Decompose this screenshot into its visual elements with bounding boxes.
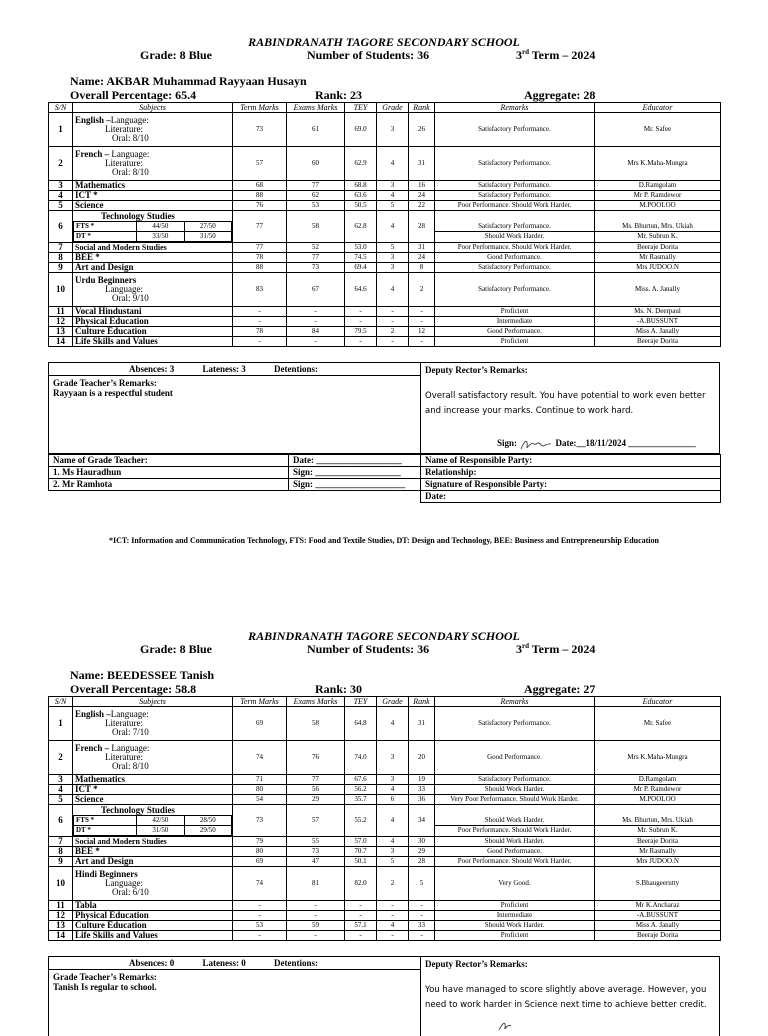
grade-teacher-1: 1. Ms Hauradhun bbox=[49, 467, 289, 479]
rank-label: Rank: 23 bbox=[315, 88, 363, 102]
aggregate-label: Aggregate: 27 bbox=[524, 682, 596, 696]
grade-label: Grade: 8 Blue bbox=[140, 48, 212, 62]
grade-teacher-2: 2. Mr Ramhota bbox=[49, 479, 289, 491]
table-row: 8 BEE * 80 73 70.7 3 29 Good Performance. Mr Rasmally bbox=[49, 847, 721, 857]
term-label: 3rd Term – 2024 bbox=[516, 48, 596, 62]
table-row: 12 Physical Education - - - - - Intermediate -A.BUSSUNT bbox=[49, 317, 721, 327]
report-card-2 bbox=[0, 594, 768, 1024]
table-row: 4 ICT * 88 62 63.6 4 24 Satisfactory Performance. Mr P. Ramdewor bbox=[49, 191, 721, 201]
grade-teacher-remarks-label: Grade Teacher’s Remarks: bbox=[53, 972, 157, 982]
overall-percentage: Overall Percentage: 65.4 bbox=[70, 88, 197, 102]
table-row-french: 2 French – Language: Literature: Oral: 8/10 57 60 62.9 4 31 Satisfactory Performance. Mrs K.Maha-Mungra bbox=[49, 147, 721, 181]
term-label: 3rd Term – 2024 bbox=[516, 642, 596, 656]
table-row: 9 Art and Design 69 47 50.1 5 28 Poor Performance. Should Work Harder. Mrs JUDOO.N bbox=[49, 857, 721, 867]
grade-label: Grade: 8 Blue bbox=[140, 642, 212, 656]
table-row-english: 1 English –Language: Literature: Oral: 8/10 73 61 69.0 3 26 Satisfactory Performance. Mr. Safee bbox=[49, 113, 721, 147]
table-row: 12 Physical Education - - - - - Intermediate -A.BUSSUNT bbox=[49, 911, 721, 921]
students-label: Number of Students: 36 bbox=[307, 642, 430, 656]
table-row: 11 Tabla - - - - - Proficient Mr K.Ancharaz bbox=[49, 901, 721, 911]
marks-table bbox=[48, 102, 721, 347]
deputy-rector-remark: You have managed to score slightly above average. However, you need to work harder in Science next time to achieve better credit. bbox=[425, 985, 707, 1010]
table-row-technology: 6 Technology Studies FTS * 44/50 27/50 DT * 33/50 31/50 77 58 62.8 4 28 Satisfactory Performance. Should Work Harder. Ms. Bhurtun, Mrs. Ukiah Mr. Subrun K. bbox=[49, 211, 721, 243]
grade-teacher-remark: Rayyaan is a respectful student bbox=[53, 388, 173, 398]
tech-sub-table: FTS * 44/50 27/50 DT * 33/50 31/50 bbox=[73, 221, 232, 242]
school-name: RABINDRANATH TAGORE SECONDARY SCHOOL bbox=[248, 35, 520, 49]
signature-image bbox=[519, 437, 553, 451]
student-name: Name: BEEDESSEE Tanish bbox=[70, 668, 215, 682]
table-row: 4 ICT * 80 56 56.2 4 33 Should Work Harder. Mr P. Ramdewor bbox=[49, 785, 721, 795]
attendance-bar: Absences: 0 Lateness: 0 Detentions: bbox=[129, 958, 318, 968]
grade-teacher-remarks-label: Grade Teacher’s Remarks: bbox=[53, 378, 157, 388]
rank-label: Rank: 30 bbox=[315, 682, 363, 696]
sign-row: Sign: Date:__18/11/2024 _______________ bbox=[497, 437, 696, 451]
table-row: 9 Art and Design 88 73 69.4 3 8 Satisfactory Performance. Mrs JUDOO.N bbox=[49, 263, 721, 273]
grade-teacher-remark: Tanish Is regular to school. bbox=[53, 982, 157, 992]
overall-percentage: Overall Percentage: 58.8 bbox=[70, 682, 197, 696]
table-row: 5 Science 54 29 35.7 6 36 Very Poor Performance. Should Work Harder. M.POOLOO bbox=[49, 795, 721, 805]
table-row: 7 Social and Modern Studies 79 55 57.0 4 30 Should Work Harder. Beeraje Dorita bbox=[49, 837, 721, 847]
deputy-rector-remarks-label: Deputy Rector’s Remarks: bbox=[425, 365, 528, 375]
attendance-bar: Absences: 3 Lateness: 3 Detentions: bbox=[129, 364, 318, 374]
students-label: Number of Students: 36 bbox=[307, 48, 430, 62]
table-row-language3: 10 Hindi Beginners Language: Oral: 6/10 74 81 82.0 2 5 Very Good. S.Bhaugeerutty bbox=[49, 867, 721, 901]
footnote: *ICT: Information and Communication Technology, FTS: Food and Textile Studies, DT: Design and Technology, BEE: Business and Entrepreneurship Education bbox=[109, 536, 659, 545]
table-row: 11 Vocal Hindustani - - - - - Proficient Ms. N. Deerpaul bbox=[49, 307, 721, 317]
table-row: 8 BEE * 78 77 74.5 3 24 Good Performance. Mr Rasmally bbox=[49, 253, 721, 263]
remarks-box bbox=[48, 956, 720, 1036]
table-header-row: S/N Subjects Term Marks Exams Marks TEY Grade Rank Remarks Educator bbox=[49, 697, 721, 707]
table-row: 5 Science 76 53 50.5 5 22 Poor Performance. Should Work Harder. M.POOLOO bbox=[49, 201, 721, 211]
aggregate-label: Aggregate: 28 bbox=[524, 88, 596, 102]
remarks-box bbox=[48, 362, 720, 454]
table-row: 13 Culture Education 78 84 79.5 2 12 Good Performance. Miss A. Janally bbox=[49, 327, 721, 337]
table-row: 13 Culture Education 53 59 57.1 4 33 Should Work Harder. Miss A. Janally bbox=[49, 921, 721, 931]
table-row: 7 Social and Modern Studies 77 52 53.0 5 31 Poor Performance. Should Work Harder. Beeraje Dorita bbox=[49, 243, 721, 253]
table-row-english: 1 English –Language: Literature: Oral: 7/10 69 58 64.8 4 31 Satisfactory Performance. Mr. Safee bbox=[49, 707, 721, 741]
tech-sub-table: FTS * 42/50 28/50 DT * 31/50 29/50 bbox=[73, 815, 232, 836]
school-name: RABINDRANATH TAGORE SECONDARY SCHOOL bbox=[248, 629, 520, 643]
table-row-language3: 10 Urdu Beginners Language: Oral: 9/10 83 67 64.6 4 2 Satisfactory Performance. Miss. A. Janally bbox=[49, 273, 721, 307]
table-row: 3 Mathematics 71 77 67.6 3 19 Satisfactory Performance. D.Ramgolam bbox=[49, 775, 721, 785]
table-header-row: S/N Subjects Term Marks Exams Marks TEY Grade Rank Remarks Educator bbox=[49, 103, 721, 113]
table-row: 3 Mathematics 68 77 68.8 3 16 Satisfactory Performance. D.Ramgolam bbox=[49, 181, 721, 191]
signature-image bbox=[497, 1019, 527, 1031]
table-row-french: 2 French – Language: Literature: Oral: 8/10 74 76 74.0 3 20 Good Performance. Mrs K.Maha-Mungra bbox=[49, 741, 721, 775]
deputy-rector-remark: Overall satisfactory result. You have potential to work even better and increase your marks. Continue to work hard. bbox=[425, 391, 706, 416]
footer-table: Name of Grade Teacher: Date: ___________________ Name of Responsible Party: 1. Ms Hauradhun Sign: ___________________ Relationship: 2. Mr Ramhota Sign: ____________________ Signature of Responsible Party: Date: bbox=[48, 454, 721, 503]
table-row-technology: 6 Technology Studies FTS * 42/50 28/50 DT * 31/50 29/50 73 57 55.2 4 34 Should Work Harder. Poor Performance. Should Work Harder. Ms. Bhurtun, Mrs. Ukiah Mr. Subrun K. bbox=[49, 805, 721, 837]
table-row: 14 Life Skills and Values - - - - - Proficient Beeraje Dorita bbox=[49, 337, 721, 347]
table-row: 14 Life Skills and Values - - - - - Proficient Beeraje Dorita bbox=[49, 931, 721, 941]
student-name: Name: AKBAR Muhammad Rayyaan Husayn bbox=[70, 74, 307, 88]
marks-table bbox=[48, 696, 721, 941]
deputy-rector-remarks-label: Deputy Rector’s Remarks: bbox=[425, 959, 528, 969]
